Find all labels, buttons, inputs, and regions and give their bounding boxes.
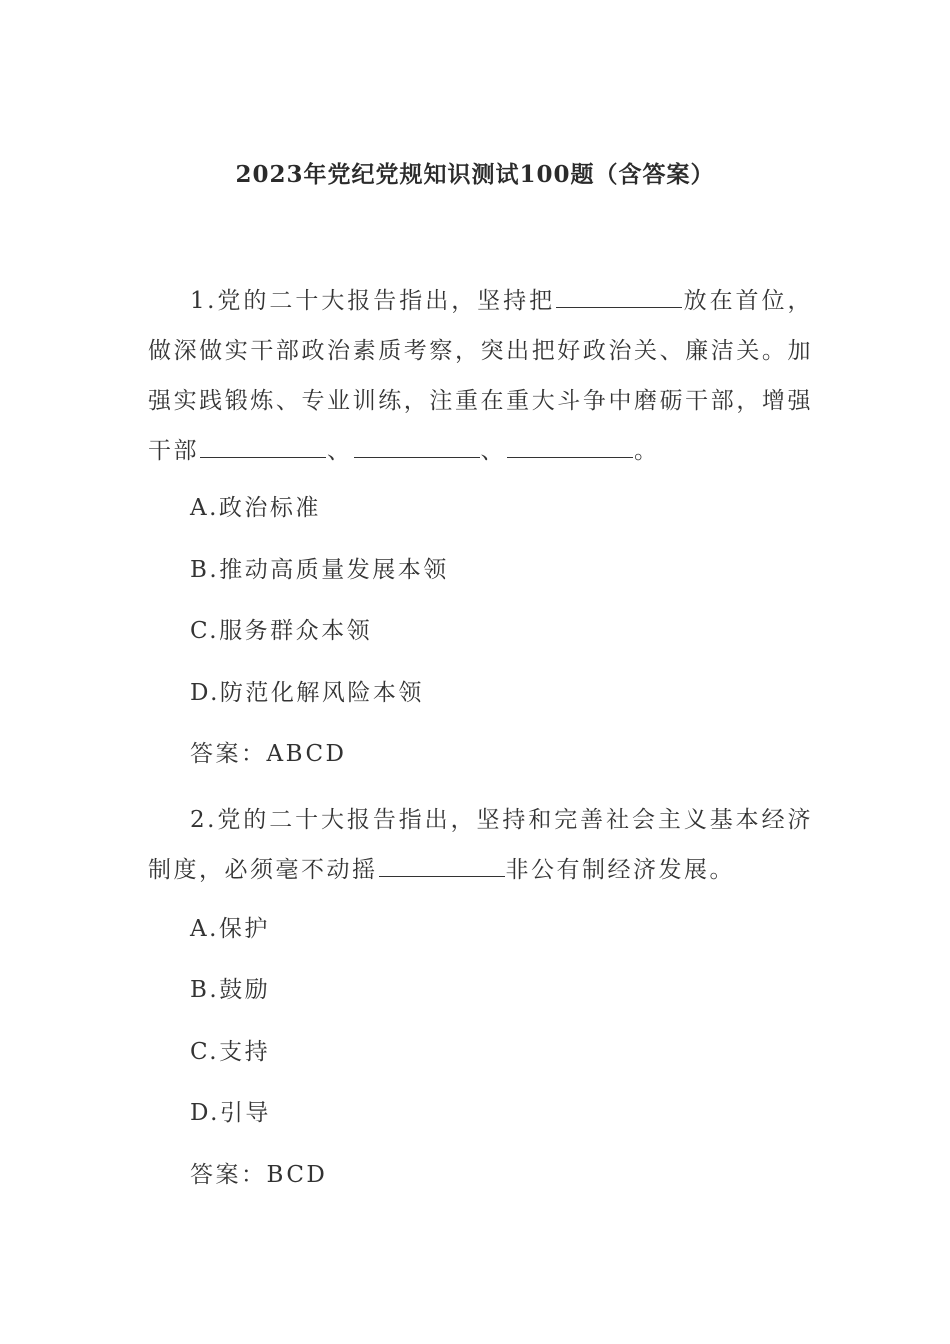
question-1-stem-part: 。 (634, 438, 660, 464)
answer-blank (200, 439, 326, 458)
question-1-option-c: C.服务群众本领 (190, 618, 373, 644)
question-2-option-b: B.鼓励 (190, 977, 271, 1003)
question-1-stem-part: 1.党的二十大报告指出，坚持把 (190, 288, 556, 314)
question-2-stem (148, 795, 813, 895)
question-2-option-a: A.保护 (190, 916, 270, 942)
question-1-stem-part: 放在首位，做深做实干部政治素质考察，突出把好政治关、廉洁关。加强实践锻炼、专业训练，注重在重大斗争中磨砺干部，增强干部 (148, 288, 814, 464)
question-1-option-d: D.防范化解风险本领 (190, 680, 424, 706)
question-1-answer: 答案：ABCD (190, 741, 347, 767)
question-1-stem (148, 276, 813, 476)
question-1-option-b: B.推动高质量发展本领 (190, 557, 449, 583)
question-1-option-a: A.政治标准 (190, 495, 321, 521)
question-2-option-d: D.引导 (190, 1100, 271, 1126)
answer-blank (507, 439, 633, 458)
question-1-stem-part: 、 (480, 438, 506, 464)
question-2-stem-part: 2.党的二十大报告指出，坚持和完善社会主义基本经济制度，必须毫不动摇 (148, 807, 813, 883)
answer-blank (379, 858, 505, 877)
document-title: 2023年党纪党规知识测试100题（含答案） (235, 161, 715, 188)
question-2-stem-part: 非公有制经济发展。 (505, 857, 735, 883)
question-2-answer: 答案：BCD (190, 1162, 328, 1188)
answer-blank (354, 439, 480, 458)
question-1-stem-part: 、 (327, 438, 353, 464)
question-2-option-c: C.支持 (190, 1039, 271, 1065)
answer-blank (556, 289, 682, 308)
